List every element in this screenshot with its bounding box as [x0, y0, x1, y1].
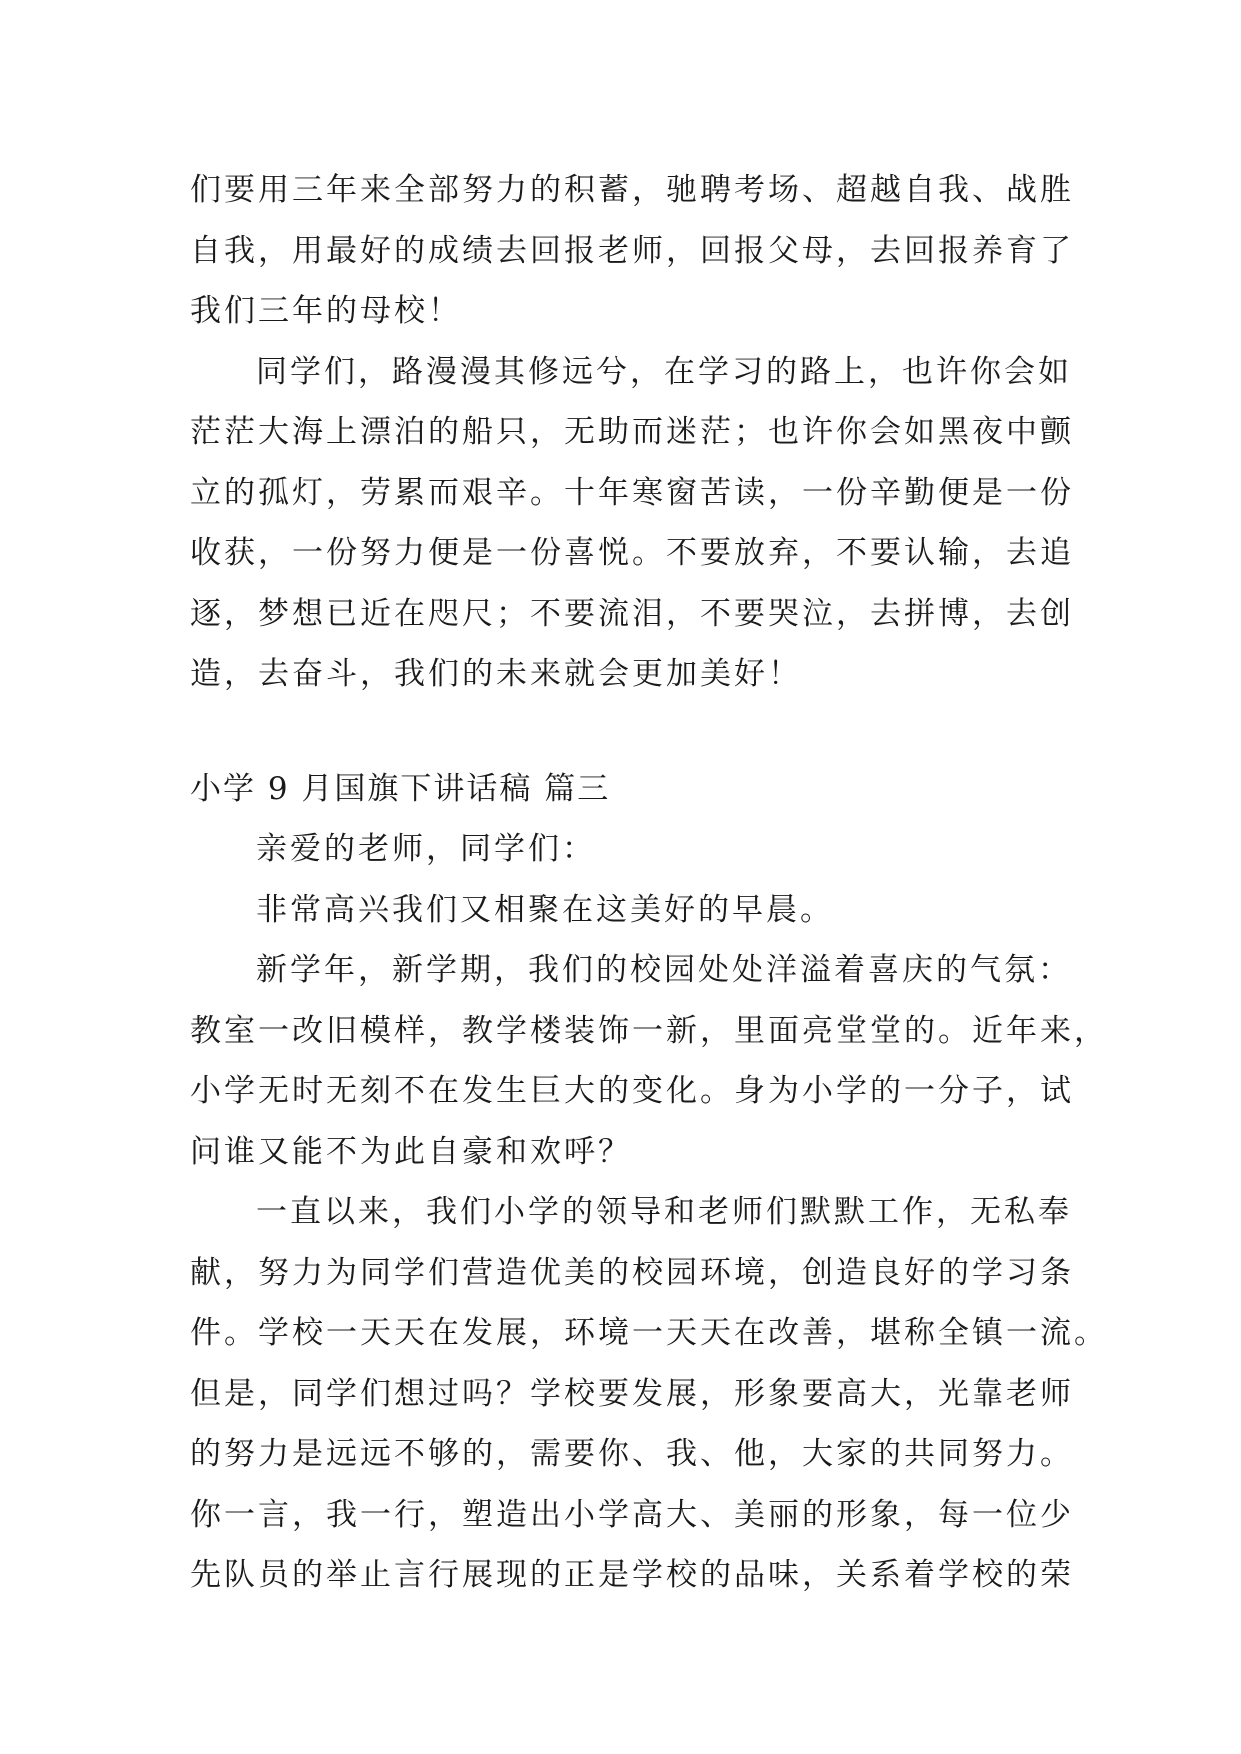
- text-line: 茫茫大海上漂泊的船只，无助而迷茫；也许你会如黑夜中颤: [190, 414, 1074, 450]
- document-body: [190, 160, 1108, 1606]
- text-line: 但是，同学们想过吗？学校要发展，形象要高大，光靠老师: [190, 1375, 1074, 1412]
- section-heading: 小学 9 月国旗下讲话稿 篇三: [190, 770, 611, 807]
- text-line: 们要用三年来全部努力的积蓄，驰聘考场、超越自我、战胜: [190, 172, 1074, 208]
- text-line: 献，努力为同学们营造优美的校园环境，创造良好的学习条: [190, 1254, 1074, 1291]
- text-line: 先队员的举止言行展现的正是学校的品味，关系着学校的荣: [190, 1557, 1074, 1593]
- text-line: 收获，一份努力便是一份喜悦。不要放弃，不要认输，去追: [190, 535, 1074, 571]
- paragraph: [190, 940, 1108, 1182]
- text-line: 教室一改旧模样，教学楼装饰一新，里面亮堂堂的。近年来，: [190, 1012, 1108, 1049]
- paragraph: [190, 1182, 1108, 1606]
- text-line: 小学无时无刻不在发生巨大的变化。身为小学的一分子，试: [190, 1073, 1074, 1109]
- text-line: 造，去奋斗，我们的未来就会更加美好！: [190, 656, 802, 692]
- section-gap: [190, 705, 1090, 759]
- text-line: 自我，用最好的成绩去回报老师，回报父母，去回报养育了: [190, 232, 1074, 269]
- text-line: 问谁又能不为此自豪和欢呼？: [190, 1133, 632, 1170]
- greeting: 亲爱的老师，同学们：: [256, 831, 596, 867]
- text-line: 件。学校一天天在发展，环境一天天在改善，堪称全镇一流。: [190, 1315, 1108, 1351]
- text-line: 我们三年的母校！: [190, 293, 462, 329]
- text-line: 逐，梦想已近在咫尺；不要流泪，不要哭泣，去拼博，去创: [190, 595, 1074, 632]
- text-line: 非常高兴我们又相聚在这美好的早晨。: [256, 891, 834, 928]
- text-line: 新学年，新学期，我们的校园处处洋溢着喜庆的气氛：: [256, 952, 1072, 988]
- text-line: 一直以来，我们小学的领导和老师们默默工作，无私奉: [256, 1194, 1072, 1230]
- paragraph: [190, 880, 1090, 941]
- paragraph-continuation: [190, 160, 1090, 342]
- text-line: 同学们，路漫漫其修远兮，在学习的路上，也许你会如: [256, 353, 1072, 390]
- paragraph: [190, 342, 1090, 705]
- text-line: 的努力是远远不够的，需要你、我、他，大家的共同努力。: [190, 1436, 1074, 1472]
- text-line: 你一言，我一行，塑造出小学高大、美丽的形象，每一位少: [190, 1496, 1074, 1533]
- text-line: 立的孤灯，劳累而艰辛。十年寒窗苦读，一份辛勤便是一份: [190, 474, 1074, 511]
